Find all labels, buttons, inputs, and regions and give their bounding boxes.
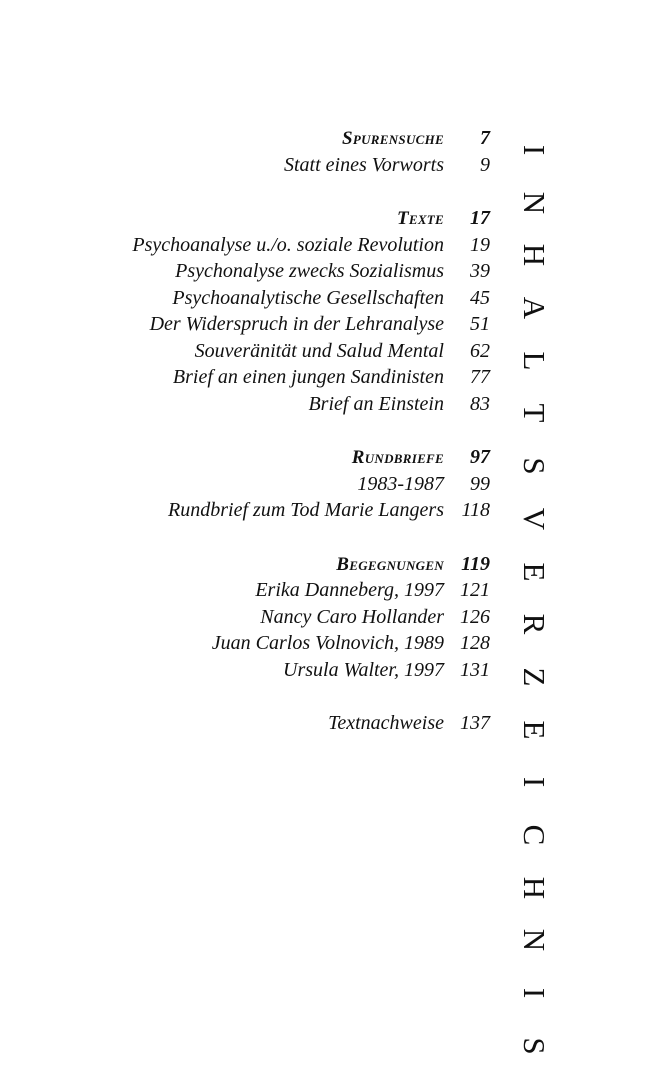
entry-page: 77 — [470, 366, 490, 388]
toc-entry — [0, 710, 490, 737]
heading-title: Texte — [396, 208, 444, 229]
toc-entry — [0, 232, 490, 259]
toc-entry — [0, 285, 490, 312]
title-letter: R — [517, 613, 552, 635]
title-letter: A — [517, 296, 552, 320]
toc-entry — [0, 338, 490, 365]
title-letter: H — [517, 876, 552, 899]
toc-entry — [0, 657, 490, 684]
toc-entry — [0, 391, 490, 418]
vertical-page-title — [512, 128, 556, 1076]
toc-entry — [0, 497, 490, 524]
entry-title: Ursula Walter, 1997 — [283, 658, 444, 681]
heading-page: 119 — [461, 552, 490, 575]
entry-page: 137 — [460, 712, 490, 734]
entry-title: Textnachweise — [328, 712, 444, 734]
entry-title: Der Widerspruch in der Lehranalyse — [149, 313, 444, 335]
title-letter: E — [517, 562, 552, 581]
section-heading — [0, 125, 490, 152]
entry-title: Psychoanalyse u./o. soziale Revolution — [132, 233, 444, 256]
entry-title: Souveränität und Salud Mental — [194, 339, 444, 362]
entry-page: 99 — [470, 472, 490, 495]
title-letter: S — [517, 457, 552, 475]
entry-title: Rundbrief zum Tod Marie Langers — [168, 499, 444, 521]
entry-page: 45 — [470, 286, 490, 309]
toc-entry — [0, 364, 490, 391]
title-letter: V — [517, 507, 552, 530]
section-begegnungen — [0, 551, 490, 684]
title-letter: H — [517, 244, 552, 267]
entry-page: 128 — [460, 632, 490, 654]
entry-title: Psychoanalytische Gesellschaften — [172, 286, 444, 309]
title-letter: T — [517, 403, 552, 423]
table-of-contents — [0, 125, 490, 737]
toc-entry — [0, 258, 490, 285]
entry-title: Brief an einen jungen Sandinisten — [172, 366, 444, 388]
section-heading — [0, 444, 490, 471]
entry-page: 19 — [470, 233, 490, 256]
heading-title: Rundbriefe — [351, 447, 444, 468]
entry-title: Brief an Einstein — [308, 392, 444, 415]
entry-title: Erika Danneberg, 1997 — [255, 579, 444, 601]
heading-page: 97 — [470, 446, 490, 468]
heading-title: Spurensuche — [342, 128, 444, 149]
entry-page: 9 — [480, 153, 490, 176]
entry-page: 131 — [460, 658, 490, 681]
heading-title: Begegnungen — [336, 553, 444, 575]
title-letter: Z — [517, 667, 552, 687]
title-letter: I — [517, 144, 552, 156]
entry-title: Juan Carlos Volnovich, 1989 — [211, 632, 444, 654]
title-letter: I — [517, 987, 552, 999]
section-textnachweise — [0, 710, 490, 737]
section-heading — [0, 551, 490, 578]
section-rundbriefe — [0, 444, 490, 524]
entry-page: 121 — [460, 579, 490, 601]
toc-entry — [0, 577, 490, 604]
section-heading — [0, 205, 490, 232]
toc-entry — [0, 604, 490, 631]
toc-entry — [0, 471, 490, 498]
title-letter: L — [517, 351, 552, 371]
entry-title: Statt eines Vorworts — [283, 153, 444, 176]
heading-page: 7 — [480, 127, 490, 149]
entry-page: 83 — [470, 392, 490, 415]
title-letter: I — [517, 777, 552, 788]
entry-title: Psychonalyse zwecks Sozialismus — [175, 260, 444, 282]
heading-page: 17 — [470, 207, 490, 229]
toc-entry — [0, 630, 490, 657]
section-texte — [0, 205, 490, 417]
entry-title: Nancy Caro Hollander — [260, 605, 444, 628]
section-spurensuche — [0, 125, 490, 178]
entry-page: 126 — [460, 605, 490, 628]
title-letter: E — [517, 720, 552, 740]
title-letter: S — [517, 1037, 552, 1055]
entry-page: 39 — [470, 260, 490, 282]
entry-page: 62 — [470, 339, 490, 362]
toc-entry — [0, 152, 490, 179]
entry-page: 118 — [461, 499, 490, 521]
entry-page: 51 — [470, 313, 490, 335]
title-letter: N — [517, 191, 552, 214]
title-letter: C — [517, 824, 552, 846]
entry-title: 1983-1987 — [357, 472, 444, 495]
title-letter: N — [517, 929, 552, 952]
toc-entry — [0, 311, 490, 338]
